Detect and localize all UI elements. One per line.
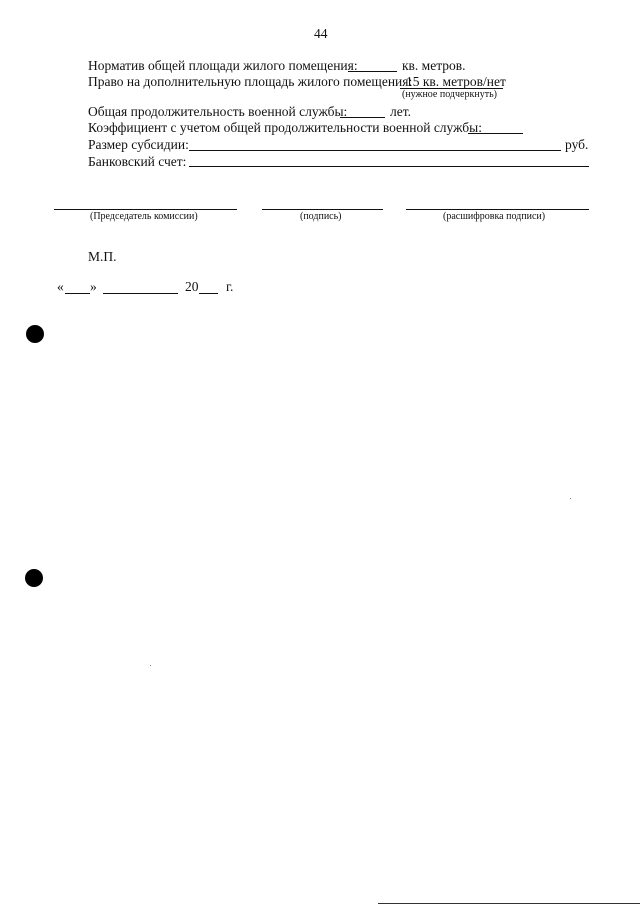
stamp-mark: М.П.: [88, 249, 117, 264]
extra-value[interactable]: 15 кв. метров/нет: [406, 74, 506, 89]
subsidy-unit: руб.: [565, 137, 589, 152]
subsidy-field[interactable]: [189, 150, 561, 151]
decoding-caption: (расшифровка подписи): [443, 211, 546, 222]
extra-label: Право на дополнительную площадь жилого помещения:: [88, 74, 413, 89]
chairman-caption: (Председатель комиссии): [90, 211, 198, 222]
punch-hole-top: [26, 325, 44, 343]
bank-field[interactable]: [189, 166, 589, 167]
signature-line[interactable]: [262, 209, 383, 210]
norm-label: Норматив общей площади жилого помещения:: [88, 58, 358, 73]
coef-label: Коэффициент с учетом общей продолжительности военной службы:: [88, 120, 482, 135]
coef-field[interactable]: [468, 133, 523, 134]
chairman-line[interactable]: [54, 209, 237, 210]
subsidy-label: Размер субсидии:: [88, 137, 189, 152]
scan-speck: [570, 498, 571, 499]
date-year-prefix: 20: [185, 279, 199, 294]
punch-hole-bottom: [25, 569, 43, 587]
bank-label: Банковский счет:: [88, 154, 187, 169]
service-field[interactable]: [340, 117, 385, 118]
service-unit: лет.: [390, 104, 411, 119]
scan-edge-line: [378, 903, 640, 904]
date-month-field[interactable]: [103, 293, 178, 294]
norm-unit: кв. метров.: [402, 58, 466, 73]
page-number: 44: [314, 26, 328, 41]
date-day-field[interactable]: [65, 293, 90, 294]
service-label: Общая продолжительность военной службы:: [88, 104, 348, 119]
decoding-line[interactable]: [406, 209, 589, 210]
norm-field[interactable]: [348, 71, 397, 72]
signature-caption: (подпись): [300, 211, 342, 222]
date-close-quote: »: [90, 279, 97, 294]
extra-note: (нужное подчеркнуть): [402, 89, 497, 100]
scan-speck: [150, 665, 151, 666]
date-open-quote: «: [57, 279, 64, 294]
date-year-suffix: г.: [226, 279, 234, 294]
date-year-field[interactable]: [199, 293, 218, 294]
